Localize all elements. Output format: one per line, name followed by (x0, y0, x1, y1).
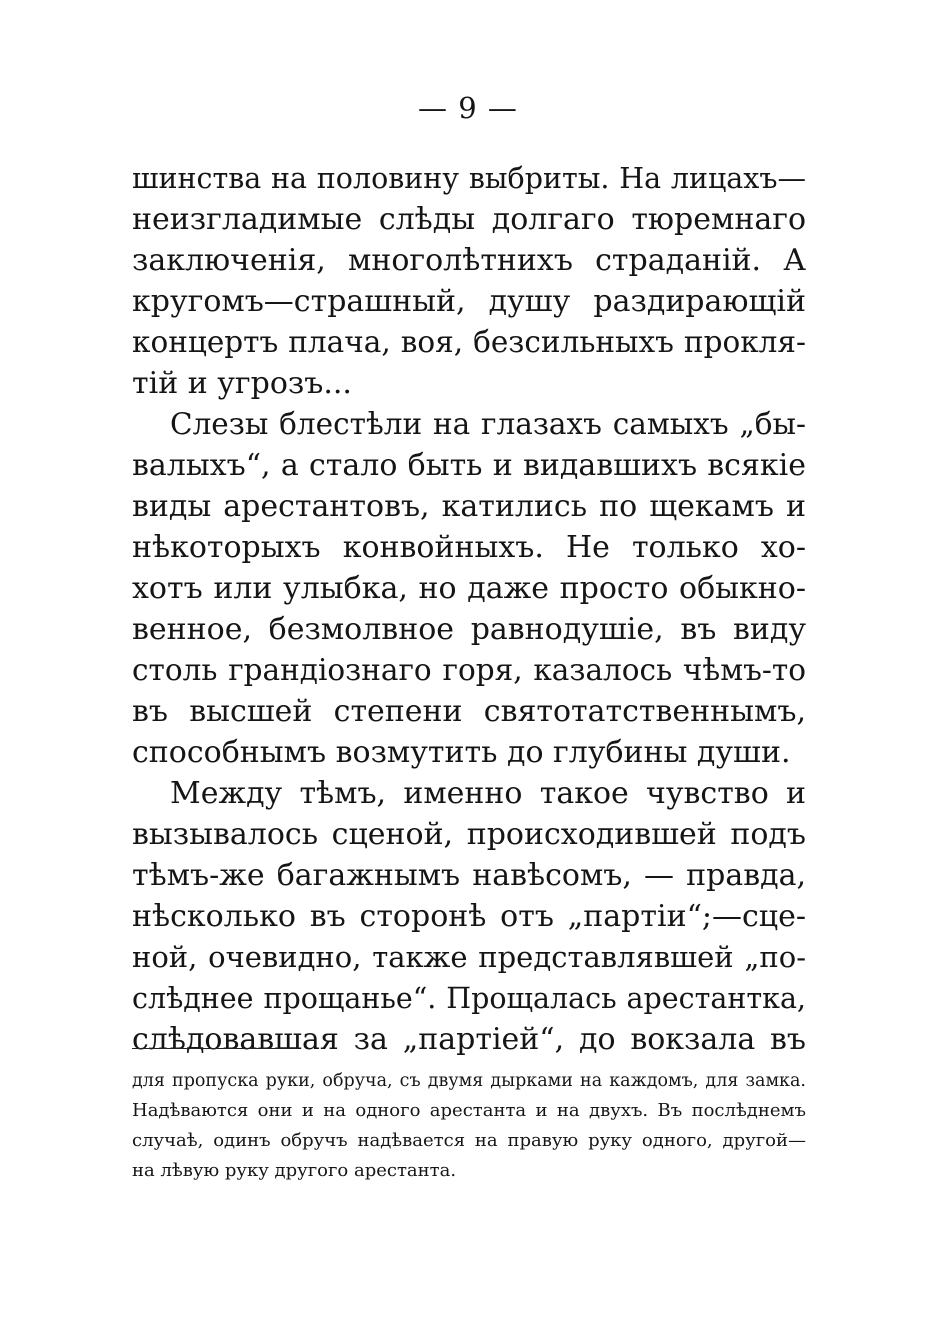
text-line: хотъ или улыбка, но даже просто обыкно- (132, 571, 806, 606)
page-number-header: — 9 — (418, 91, 518, 125)
text-line: тѣмъ-же багажнымъ навѣсомъ, — правда, (132, 858, 806, 893)
text-line: нѣсколько въ сторонѣ отъ „партіи“;—сце- (132, 899, 806, 934)
main-text (132, 158, 806, 1060)
footnote-line: на лѣвую руку другого арестанта. (132, 1160, 457, 1181)
text-line: Слезы блестѣли на глазахъ самыхъ „бы- (170, 407, 806, 441)
footnote-divider (132, 1048, 298, 1049)
footnote-line: для пропуска руки, обруча, съ двумя дырками на каждомъ, для замка. (132, 1071, 806, 1091)
text-line: вызывалось сценой, происходившей подъ (132, 817, 806, 852)
text-line: слѣдовавшая за „партіей“, до вокзала въ (132, 1022, 806, 1057)
text-line: валыхъ“, а стало быть и видавшихъ всякіе (132, 448, 806, 483)
footnote (132, 1066, 806, 1186)
text-line: кругомъ—страшный, душу раздирающій (132, 284, 806, 319)
text-line: ной, очевидно, также представлявшей „по- (132, 940, 806, 974)
text-line: виды арестантовъ, катились по щекамъ и (132, 489, 806, 524)
text-line: шинства на половину выбриты. На лицахъ— (132, 162, 806, 195)
text-line: способнымъ возмутить до глубины души. (132, 735, 791, 770)
footnote-line: Надѣваются они и на одного арестанта и на двухъ. Въ послѣднемъ (132, 1100, 806, 1121)
text-line: столь грандіознаго горя, казалось чѣмъ-то (132, 653, 806, 687)
text-line: слѣднее прощанье“. Прощалась арестантка, (132, 982, 806, 1015)
text-line: концертъ плача, воя, безсильныхъ прокля- (132, 325, 806, 359)
footnote-line: случаѣ, одинъ обручъ надѣвается на правую руку одного, другой— (132, 1130, 806, 1151)
text-line: Между тѣмъ, именно такое чувство и (170, 776, 806, 811)
text-line: нѣкоторыхъ конвойныхъ. Не только хо- (132, 530, 806, 565)
text-line: тій и угрозъ... (132, 366, 352, 401)
text-line: заключенія, многолѣтнихъ страданій. А (132, 243, 806, 278)
text-line: неизгладимые слѣды долгаго тюремнаго (132, 202, 806, 237)
text-line: въ высшей степени святотатственнымъ, (132, 694, 806, 729)
text-line: венное, безмолвное равнодушіе, въ виду (132, 612, 806, 647)
